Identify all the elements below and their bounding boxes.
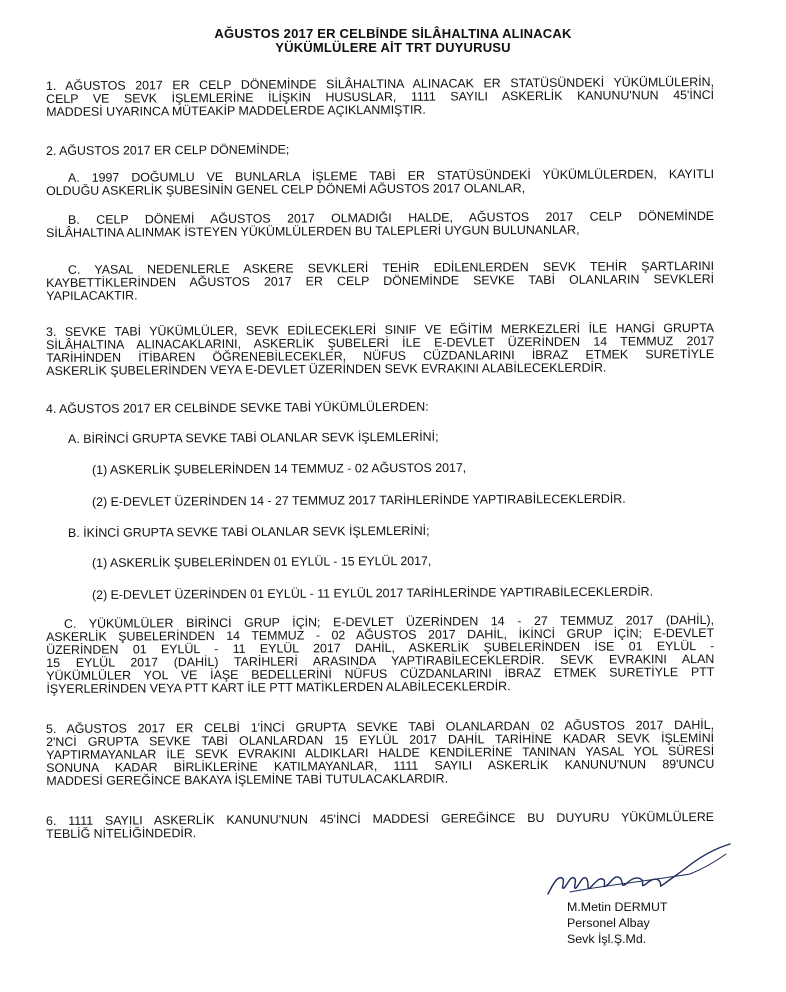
paragraph-2: 2. AĞUSTOS 2017 ER CELP DÖNEMİNDE; <box>45 142 290 158</box>
paragraph-2c <box>46 260 714 303</box>
signatory-office: Sevk İşl.Ş.Md. <box>567 932 647 946</box>
paragraph-3-line: 3. SEVKE TABİ YÜKÜMLÜLER, SEVK EDİLECEKLERİ SINIF VE EĞİTİM MERKEZLERİ İLE HANGİ GRUPTA <box>45 320 715 339</box>
signatory-block <box>567 899 668 947</box>
paragraph-2b <box>46 210 714 240</box>
paragraph-6 <box>46 811 714 841</box>
paragraph-1-line: CELP VE SEVK İŞLEMLERİNE İLİŞKİN HUSUSLAR, 1111 SAYILI ASKERLİK KANUNU'NUN 45'İNCİ <box>46 87 715 106</box>
paragraph-3 <box>46 322 714 378</box>
paragraph-2a-line: A. 1997 DOĞUMLU VE BUNLARLA İŞLEME TABİ ER STATÜSÜNDEKİ YÜKÜMLÜLERDEN, KAYITLI <box>67 166 715 185</box>
paragraph-4a-1: (1) ASKERLİK ŞUBELERİNDEN 14 TEMMUZ - 02 AĞUSTOS 2017, <box>91 460 467 477</box>
paragraph-4c <box>46 614 714 696</box>
handwritten-signature <box>540 842 740 904</box>
paragraph-3-line: TARİHİNDEN İTİBAREN ÖĞRENEBİLECEKLER, NÜFUS CÜZDANLARINI İBRAZ ETMEK SURETİYLE <box>46 346 715 365</box>
paragraph-2b-line: B. CELP DÖNEMİ AĞUSTOS 2017 OLMADIĞI HALDE, AĞUSTOS 2017 CELP DÖNEMİNDE <box>67 208 715 227</box>
paragraph-4c-line: ÜZERİNDEN 01 EYLÜL - 11 EYLÜL 2017 DAHİL, ASKERLİK ŞUBELERİNDEN İSE 01 EYLÜL - <box>46 638 715 657</box>
paragraph-2c-line: YAPILACAKTIR. <box>46 288 138 303</box>
paragraph-2c-line: C. YASAL NEDENLERLE ASKERE SEVKLERİ TEHİR EDİLENLERDEN SEVK TEHİR ŞARTLARINI <box>67 258 715 277</box>
document-title-line-1: AĞUSTOS 2017 ER CELBİNDE SİLÂHALTINA ALINACAK <box>214 26 572 41</box>
paragraph-5-line: 5. AĞUSTOS 2017 ER CELBİ 1'İNCİ GRUPTA SEVKE TABİ OLANLARDAN 02 AĞUSTOS 2017 DAHİL, <box>45 717 715 736</box>
paragraph-4c-line: ASKERLİK ŞUBELERİNDEN 14 TEMMUZ - 02 AĞUSTOS 2017 DAHİL, İKİNCİ GRUP İÇİN; E-DEVLET <box>46 625 715 644</box>
paragraph-4c-line: İŞYERLERİNDEN VEYA PTT KART İLE PTT MATİKLERDEN ALABİLECEKLERDİR. <box>46 679 511 696</box>
paragraph-1-line: 1. AĞUSTOS 2017 ER CELP DÖNEMİNDE SİLÂHALTINA ALINACAK ER STATÜSÜNDEKİ YÜKÜMLÜLERİN, <box>45 74 715 93</box>
paragraph-4c-line: C. YÜKÜMLÜLER BİRİNCİ GRUP İÇİN; E-DEVLET ÜZERİNDEN 14 - 27 TEMMUZ 2017 (DAHİL), <box>63 612 715 631</box>
paragraph-4a: A. BİRİNCİ GRUPTA SEVKE TABİ OLANLAR SEVK İŞLEMLERİNİ; <box>67 429 439 446</box>
signatory-rank: Personel Albay <box>567 916 650 930</box>
paragraph-2a <box>46 168 714 198</box>
paragraph-4b-1: (1) ASKERLİK ŞUBELERİNDEN 01 EYLÜL - 15 EYLÜL 2017, <box>91 553 432 570</box>
paragraph-4b-2: (2) E-DEVLET ÜZERİNDEN 01 EYLÜL - 11 EYLÜL 2017 TARİHLERİNDE YAPTIRABİLECEKLERDİR. <box>91 584 654 602</box>
paragraph-6-line: TEBLİĞ NİTELİĞİNDEDİR. <box>46 826 197 841</box>
paragraph-4c-line: YÜKÜMLÜLER YOL VE İAŞE BEDELLERİNİ NÜFUS CÜZDANLARINI İBRAZ ETMEK SURETİYLE PTT <box>46 664 715 683</box>
signatory-name: M.Metin DERMUT <box>567 900 668 914</box>
document-title-line-2: YÜKÜMLÜLERE AİT TRT DUYURUSU <box>275 40 511 55</box>
paragraph-3-line: ASKERLİK ŞUBELERİNDEN VEYA E-DEVLET ÜZERİNDEN SEVK EVRAKINI ALABİLECEKLERDİR. <box>46 360 607 378</box>
paragraph-5-line: YAPTIRMAYANLAR İLE SEVK EVRAKINI ALDIKLARI HALDE KENDİLERİNE TANINAN YASAL YOL SÜRESİ <box>46 743 715 762</box>
paragraph-3-line: SİLÂHALTINA ALINACAKLARINI, ASKERLİK ŞUBELERİ İLE E-DEVLET ÜZERİNDEN 14 TEMMUZ 2017 <box>46 333 715 352</box>
paragraph-5-line: 2'NCİ GRUPTA SEVKE TABİ OLANLARDAN 15 EYLÜL 2017 DAHİL TARİHİNE KADAR SEVK İŞLEMİNİ <box>46 730 715 749</box>
paragraph-1-line: MADDESİ UYARINCA MÜTEAKİP MADDELERDE AÇIKLANMIŞTIR. <box>46 102 426 119</box>
paragraph-2b-line: SİLÂHALTINA ALINMAK İSTEYEN YÜKÜMLÜLERDEN BU TALEPLERİ UYGUN BULUNANLAR, <box>46 222 580 240</box>
paragraph-2c-line: KAYBETTİKLERİNDEN AĞUSTOS 2017 ER CELP DÖNEMİNDE SEVKE TABİ OLANLARIN SEVKLERİ <box>46 271 715 290</box>
paragraph-5 <box>46 719 714 788</box>
paragraph-1 <box>46 76 714 119</box>
paragraph-4c-line: 15 EYLÜL 2017 (DAHİL) TARİHLERİ ARASINDA YAPTIRABİLECEKLERDİR. SEVK EVRAKINI ALAN <box>46 651 715 670</box>
paragraph-4: 4. AĞUSTOS 2017 ER CELBİNDE SEVKE TABİ YÜKÜMLÜLERDEN: <box>45 399 429 416</box>
paragraph-4a-2: (2) E-DEVLET ÜZERİNDEN 14 - 27 TEMMUZ 2017 TARİHLERİNDE YAPTIRABİLECEKLERDİR. <box>91 491 626 509</box>
paragraph-6-line: 6. 1111 SAYILI ASKERLİK KANUNU'NUN 45'İNCİ MADDESİ GEREĞİNCE BU DUYURU YÜKÜMLÜLERE <box>45 809 715 828</box>
paragraph-5-line: SONUNA KADAR BİRLİKLERİNE KATILMAYANLAR, 1111 SAYILI ASKERLİK KANUNU'NUN 89'UNCU <box>46 756 715 775</box>
paragraph-4b: B. İKİNCİ GRUPTA SEVKE TABİ OLANLAR SEVK İŞLEMLERİNİ; <box>67 523 430 540</box>
paragraph-2a-line: OLDUĞU ASKERLİK ŞUBESİNİN GENEL CELP DÖNEMİ AĞUSTOS 2017 OLANLAR, <box>46 181 526 198</box>
paragraph-5-line: MADDESİ GEREĞİNCE BAKAYA İŞLEMİNE TABİ TUTULACAKLARDIR. <box>46 771 449 788</box>
